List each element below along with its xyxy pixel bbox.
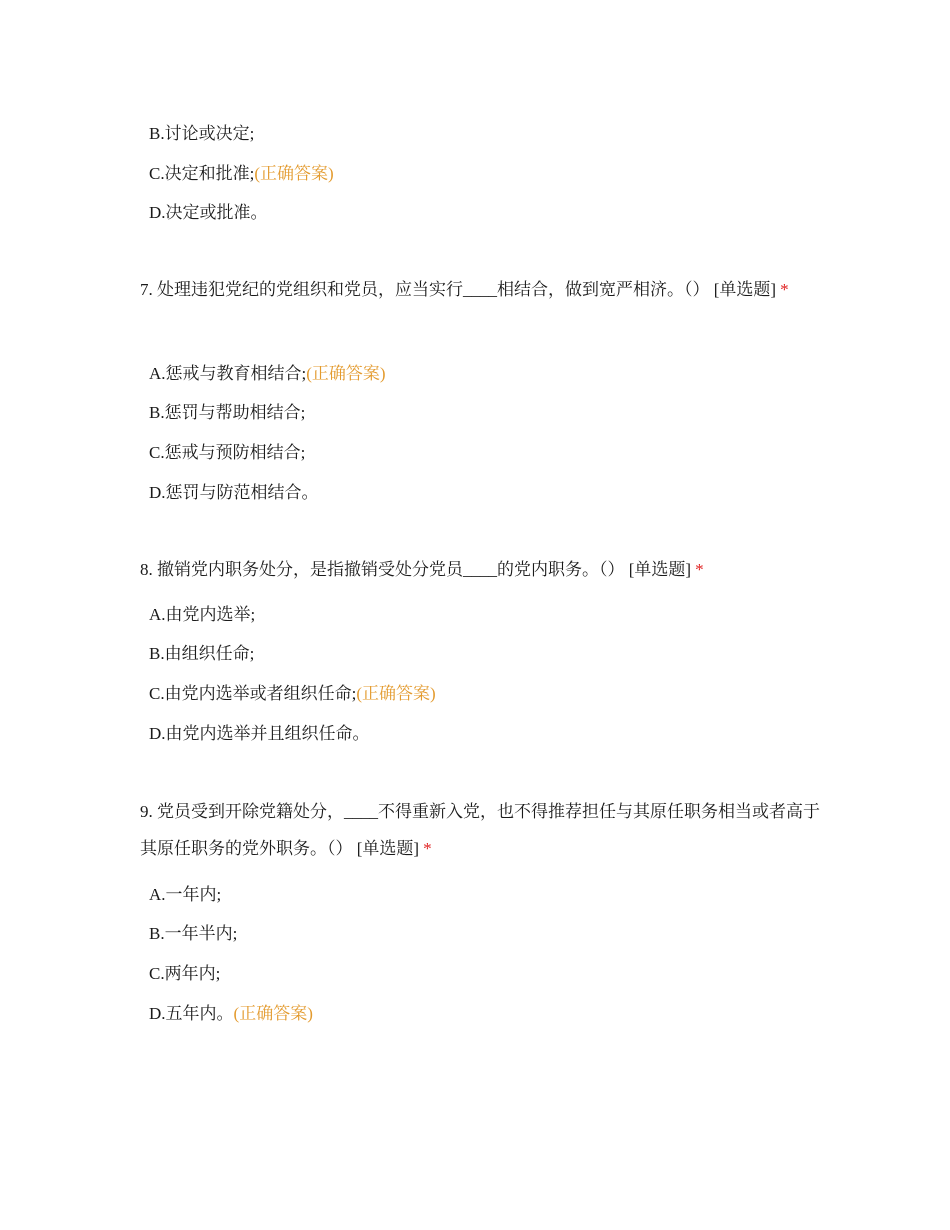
option-text: D.决定或批准。 [149,203,268,222]
q9-option-c [149,962,220,986]
q8-option-a [149,603,255,627]
option-text: D.惩罚与防范相结合。 [149,483,319,502]
option-text: D.五年内。 [149,1004,234,1023]
q8-option-d [149,722,370,746]
q7-option-d [149,481,319,505]
option-text: C.决定和批准; [149,164,255,183]
correct-answer-mark: (正确答案) [233,1004,313,1023]
question-7-stem [140,271,820,308]
correct-answer-mark: (正确答案) [254,164,334,183]
q9-option-d [149,1002,313,1026]
option-text: B.惩罚与帮助相结合; [149,403,306,422]
option-text: B.一年半内; [149,924,238,943]
prev-option-d [149,201,268,225]
required-mark: * [695,560,704,579]
required-mark: * [780,280,789,299]
question-9-stem [140,793,820,867]
correct-answer-mark: (正确答案) [356,684,436,703]
question-text: 8. 撤销党内职务处分，是指撤销受处分党员____的党内职务。（） [单选题] [140,560,692,579]
q9-option-b [149,922,237,946]
required-mark: * [423,839,432,858]
option-text: A.一年内; [149,885,222,904]
question-text: 7. 处理违犯党纪的党组织和党员，应当实行____相结合，做到宽严相济。（） [单选题] [140,280,777,299]
option-text: B.讨论或决定; [149,124,255,143]
q7-option-c [149,441,305,465]
q7-option-a [149,362,386,386]
q7-option-b [149,401,305,425]
option-text: A.惩戒与教育相结合; [149,364,307,383]
prev-option-b [149,122,254,146]
question-text: 9. 党员受到开除党籍处分，____不得重新入党，也不得推荐担任与其原任职务相当或者高于其原任职务的党外职务。（） [单选题] [140,802,820,858]
q9-option-a [149,883,221,907]
option-text: C.惩戒与预防相结合; [149,443,306,462]
option-text: C.两年内; [149,964,221,983]
q8-option-c [149,682,436,706]
option-text: D.由党内选举并且组织任命。 [149,724,370,743]
question-8-stem [140,551,820,588]
option-text: A.由党内选举; [149,605,256,624]
q8-option-b [149,642,254,666]
option-text: C.由党内选举或者组织任命; [149,684,357,703]
option-text: B.由组织任命; [149,644,255,663]
prev-option-c [149,162,334,186]
correct-answer-mark: (正确答案) [306,364,386,383]
